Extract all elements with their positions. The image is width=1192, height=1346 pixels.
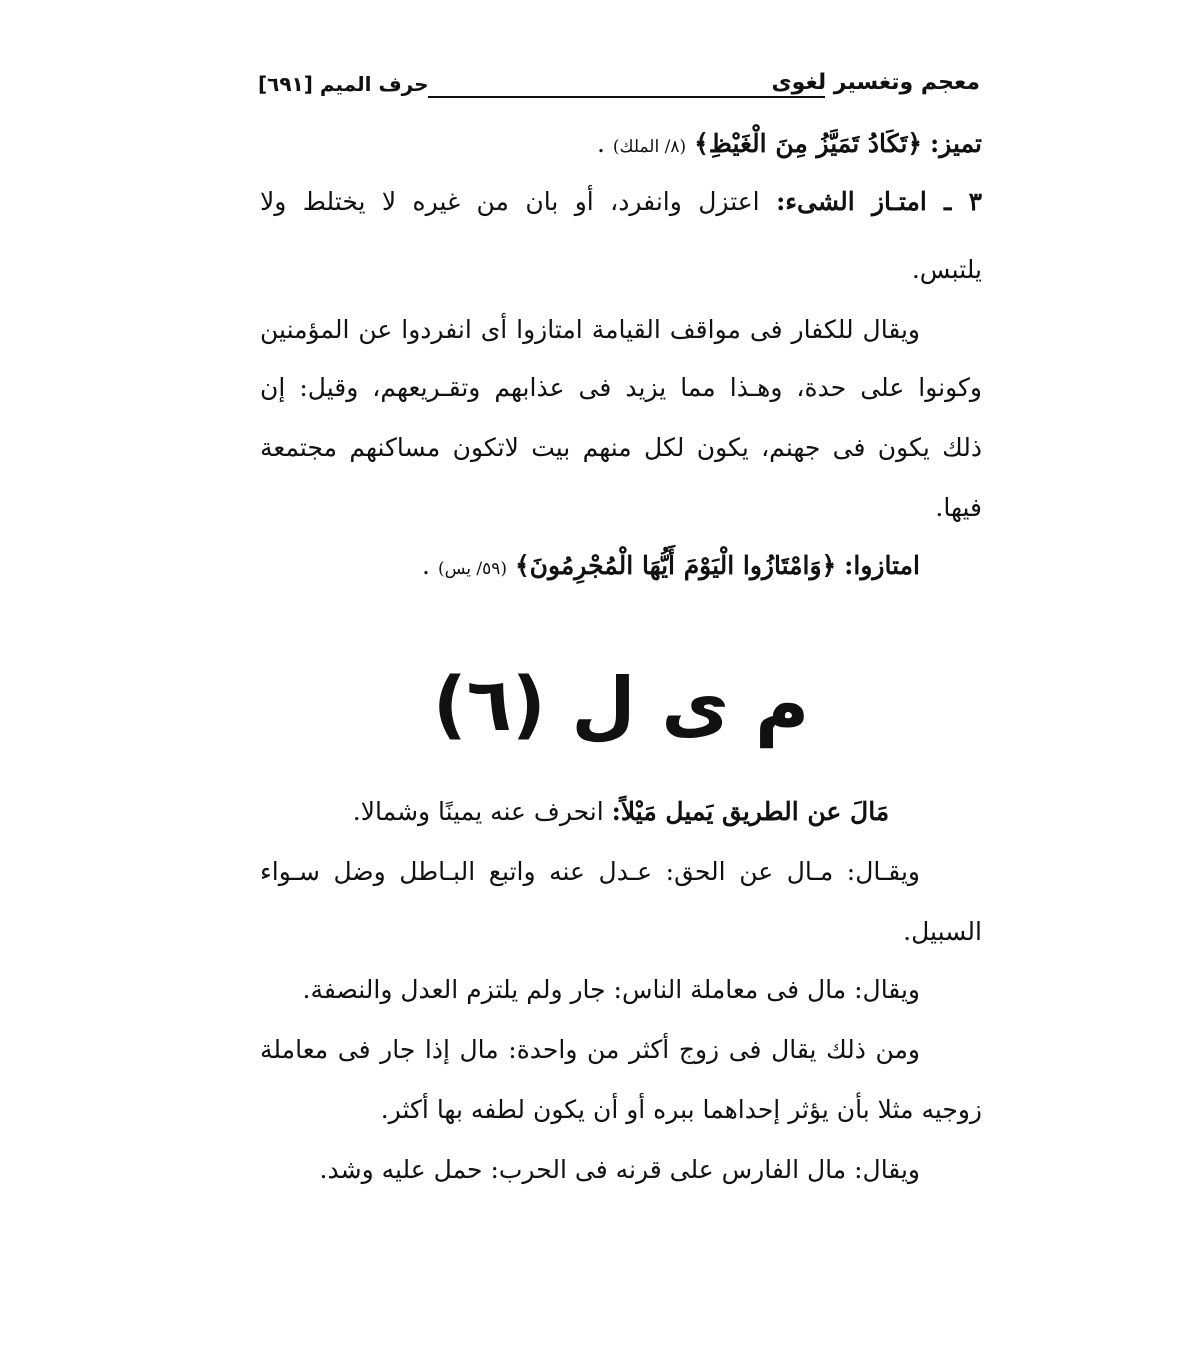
entry-term: ٣ ـ امتـاز الشىء: (776, 187, 982, 216)
running-header (258, 70, 980, 110)
entry-tamayyaz (597, 124, 982, 167)
definition-3-line-2: يلتبس. (911, 255, 982, 284)
verse-reference: (٨/ الملك) (612, 137, 687, 157)
full-stop: . (596, 129, 605, 158)
quran-verse: ﴿وَامْتَازُوا الْيَوْمَ أَيُّهَا الْمُجْرِمُونَ﴾ (514, 551, 837, 580)
paragraph-line: فيها. (935, 493, 982, 522)
paragraph-line: ذلك يكون فى جهنم، يكون لكل منهم بيت لاتكون مساكنهم مجتمعة (260, 433, 982, 462)
paragraph-line: ويقال: مال الفارس على قرنه فى الحرب: حمل عليه وشد. (319, 1155, 920, 1184)
paragraph-line: السبيل. (903, 917, 982, 946)
paragraph-line: ومن ذلك يقال فى زوج أكثر من واحدة: مال إذا جار فى معاملة (260, 1035, 920, 1064)
paragraph-line: ويقال للكفار فى مواقف القيامة امتازوا أى انفردوا عن المؤمنين (260, 315, 920, 344)
paragraph-line: ويقال: مال فى معاملة الناس: جار ولم يلتزم العدل والنصفة. (302, 975, 920, 1004)
quran-verse: ﴿تَكَادُ تَمَيَّزُ مِنَ الْغَيْظِ﴾ (694, 129, 923, 158)
header-section-page: حرف الميم [٦٩١] (258, 72, 429, 96)
header-rule (428, 96, 825, 98)
definition-3-line-1 (260, 182, 982, 222)
paragraph-line: ويقـال: مـال عن الحق: عـدل عنه واتبع البـاطل وضل سـواء (260, 857, 920, 886)
entry-term: تميز: (930, 129, 982, 158)
full-stop: . (422, 551, 430, 580)
paragraph-line: زوجيه مثلا بأن يؤثر إحداهما ببره أو أن يكون لطفه بها أكثر. (380, 1095, 982, 1124)
paragraph-line: وكونوا على حدة، وهـذا مما يزيد فى عذابهم وتقـريعهم، وقيل: إن (260, 373, 982, 402)
verse-reference: (٥٩/ يس) (437, 559, 508, 579)
definition-text: انحرف عنه يمينًا وشمالا. (352, 797, 604, 826)
header-book-title: معجم وتغسير لغوى (771, 70, 980, 95)
entry-term: امتازوا: (844, 551, 920, 580)
entry-mayl (260, 792, 982, 832)
entry-term: مَالَ عن الطريق يَميل مَيْلاً: (611, 797, 890, 826)
root-heading: م ى ل (٦) (432, 662, 810, 748)
definition-text: اعتزل وانفرد، أو بان من غيره لا يختلط ولا (260, 187, 760, 216)
entry-imtazu (422, 546, 920, 589)
